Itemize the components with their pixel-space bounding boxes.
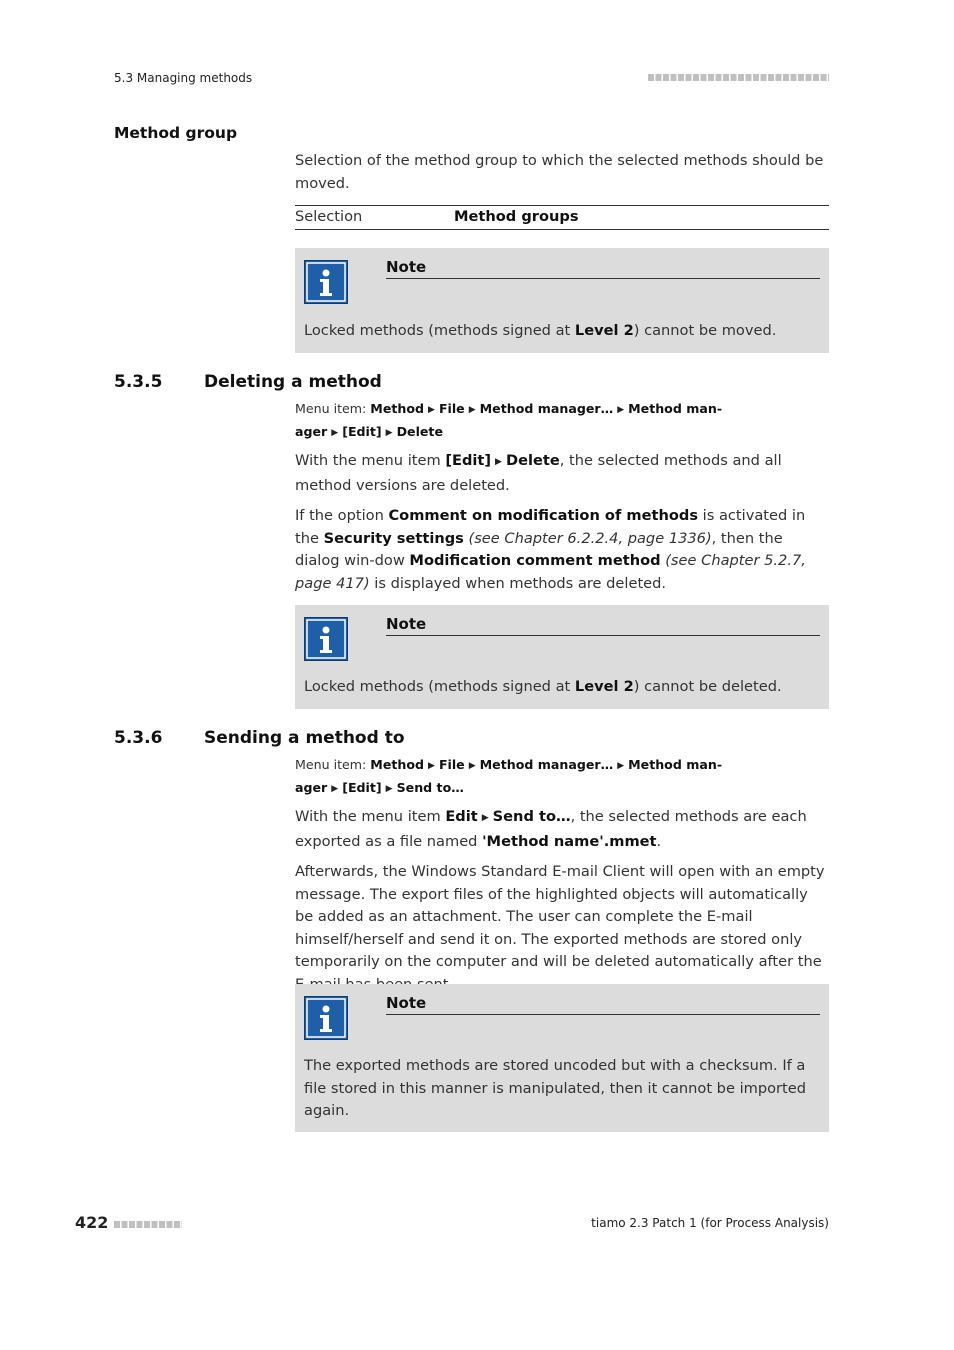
chapter-reference[interactable]: (see Chapter 6.2.2.4, page 1336) [468,529,712,547]
method-group-heading: Method group [114,124,238,142]
paragraph: Afterwards, the Windows Standard E-mail Client will open with an empty message. The export files of the highlighted objects will automatically be added as an attachment. The user can complete the E-mail himself/herself and send it on. The exported methods are stored only temporarily on the computer and will be deleted automatically after the [295,863,825,970]
section-title: Deleting a method [204,372,382,392]
method-group-description: Selection of the method group to which the selected methods should be moved. [295,152,824,192]
product-name: tiamo 2.3 Patch 1 (for Process Analysis) [591,1216,829,1230]
section-title: Sending a method to [204,728,405,748]
section-number: 5.3.6 [114,728,163,748]
info-icon [304,996,348,1040]
selection-value: Method groups [454,208,579,225]
note-title: Note [386,258,820,279]
selection-label: Selection [295,208,363,225]
note-text: Locked methods (methods signed at Level 2) cannot be deleted. [304,678,782,695]
page-number: 422 [75,1213,109,1232]
chapter-reference[interactable]: (see Chapter 5.2.7, page 417) [295,552,806,592]
paragraph: If the option Comment on modification of methods is activated in the Security settings (see Chapter 6.2.2.4, page 1336), then the dialog win-dow Modification comment method (see Chapter 5.2.7, page 417) is displayed when methods are deleted. [295,507,806,592]
note-box [295,248,829,353]
info-icon [304,617,348,661]
header-decoration [648,74,829,81]
note-title: Note [386,994,820,1015]
note-text: Locked methods (methods signed at Level 2) cannot be moved. [304,322,777,339]
selection-table [295,205,829,230]
note-title: Note [386,615,820,636]
menu-path: Menu item: Method ▶ File ▶ Method manager… ▶ Method man- ager ▶ [Edit] ▶ Send to… [295,757,723,795]
note-text: The exported methods are stored uncoded but with a checksum. If a file stored in this manner is manipulated, then it cannot be imported again. [304,1057,806,1119]
paragraph: With the menu item [Edit] ▶ Delete, the selected methods and all method versions are deleted. [295,452,782,494]
footer-decoration [114,1221,182,1228]
info-icon [304,260,348,304]
note-box [295,984,829,1132]
menu-path: Menu item: Method ▶ File ▶ Method manager… ▶ Method man- ager ▶ [Edit] ▶ Delete [295,401,723,439]
section-number: 5.3.5 [114,372,163,392]
note-box [295,605,829,709]
running-header: 5.3 Managing methods [114,71,253,85]
paragraph: With the menu item Edit ▶ Send to…, the selected methods are each exported as a file named 'Method name'.mmet. [295,808,807,850]
